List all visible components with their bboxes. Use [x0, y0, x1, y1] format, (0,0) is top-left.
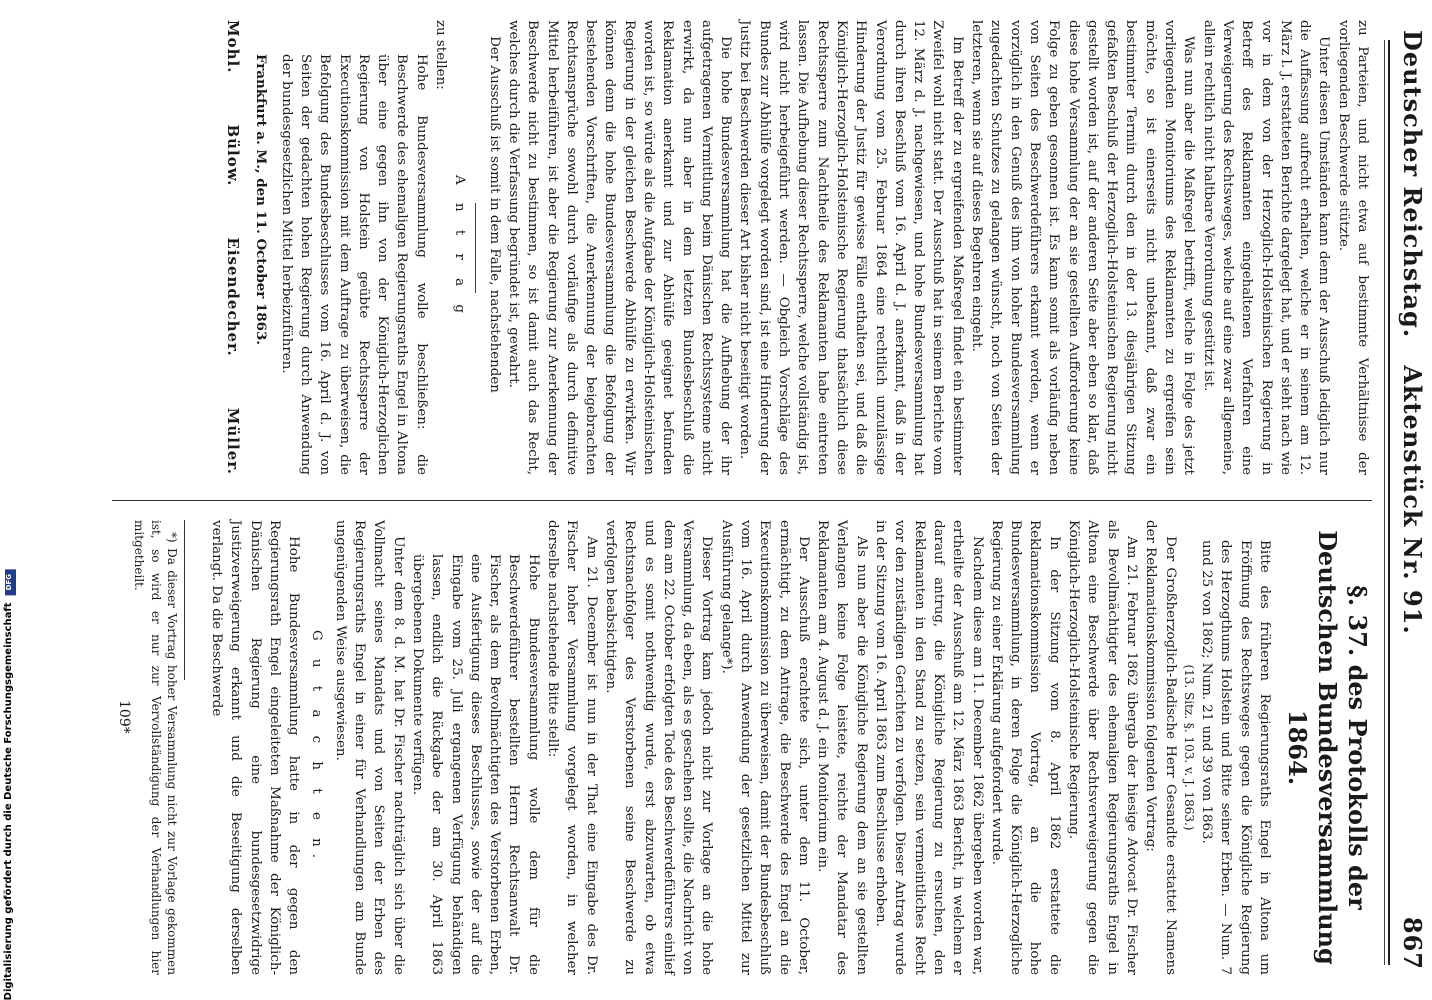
digitization-credit	[0, 0, 18, 1000]
header-rule	[1388, 40, 1390, 965]
page-number: 867	[1398, 916, 1427, 970]
section-title: §. 37. des Protokolls der Deutschen Bundesversammlung 1864.	[1283, 530, 1372, 965]
signatures	[221, 20, 243, 475]
place-date: Frankfurt a. M., den 11. October 1863.	[253, 54, 270, 345]
right-column	[131, 520, 1372, 975]
divider	[475, 203, 476, 293]
quoted-request: Hohe Bundesversammlung wolle dem für die Beschwerdeführer bestellten Herrn Rechtsanwalt Dr. Fischer, als dem Bevollmächtigten des Verstorbenen Erben, eine Ausfertigung dieses Beschlusses, sowie der auf die Eingabe vom 25. Juli ergangenen Verfügung behändigen lassen, endlich die Rückgabe der am 30. April 1863 übergebenen Dokumente verfügen.	[409, 554, 541, 975]
paragraph: Im Betreff der zu ergreifenden Maßregel findet ein bestimmter Zweifel wohl nicht statt. Der Ausschuß hat in seinem Berichte vom 12. März d. J. nachgewiesen, und hohe Bundesversammlung hat durch ihren Beschluß vom 16. April d. J. anerkannt, daß in der Verordnung vom 25. Februar 1864 eine rechtlich unzulässige Hinderung der Justiz für gewisse Fälle enthalten sei, und daß die Königlich-Herzoglich-Holsteinische Regierung thatsächlich diese Rechtssperre zum Nachtheile des Reklamanten habe eintreten lassen. Die Aufhebung dieser Rechtssperre, welche vollständig ist, wird nicht herbeigeführt werden. — Obgleich Vorschläge des Bundes zur Abhülfe vorgelegt worden sind, ist eine Hinderung der Justiz bei Beschwerden dieser Art bisher nicht beseitigt worden.	[737, 20, 965, 476]
paragraph: Als nun aber die Königliche Regierung dem an sie gestellten Verlangen keine Folge leistete, reichte der Mandatar des Reklamanten am 4. August d. J. ein Monitorium ein.	[815, 520, 869, 975]
paragraph: In der Sitzung vom 8. April 1862 erstattete die Reklamationskommission Vortrag, an die hohe Bundesversammlung, in deren Folge die Königlich-Herzogliche Regierung zu einer Erklärung aufgefordert wurde.	[988, 520, 1062, 975]
section-intro: Bitte des früheren Regierungsraths Engel in Altona um Eröffnung des Rechtsweges gegen die Königliche Regierung des Herzogthums Holstein und Bitte seiner Erben. — Num. 7 und 25 von 1862; Num. 21 und 39 von 1863.	[1199, 540, 1272, 975]
running-header-center: Aktenstück Nr. 91.	[1398, 365, 1427, 635]
footnote: *) Da dieser Vortrag hoher Versammlung nicht zur Vorlage gekommen ist, so wird er nur zur Vervollständigung der Verhandlungen hier mitgetheilt.	[132, 520, 179, 975]
header-rule-thin	[1384, 40, 1385, 965]
paragraph: Der Großherzoglich-Badische Herr Gesandte erstattet Namens der Reklamationskommission folgenden Vortrag:	[1143, 520, 1178, 975]
running-header-left: Deutscher Reichstag.	[1398, 30, 1427, 339]
paragraph: Der Ausschuß erachtete sich, unter dem 11. October, ermächtigt, zu dem Antrage, die Beschwerde des Engel an die Executionskommission zu überweisen, damit der Bundesbeschluß vom 16. April durch Anwendung der gesetzlichen Mittel zur Ausführung gelange*).	[718, 520, 811, 975]
signature: Mohl.	[224, 20, 243, 74]
section-reference: (13. Sitz. §. 103. v. J. 1863.)	[1181, 664, 1196, 831]
paragraph: Hohe Bundesversammlung hatte in der gegen den Regierungsrath Engel eingeleiteten Maßnahme der Königlich-Dänischen Regierung eine bundesgesetzwidrige Justizverweigerung erkannt und die Beseitigung derselben verlangt. Da die Beschwerde	[209, 520, 302, 975]
paragraph: Unter dem 8. d. M. hat Dr. Fischer nachträglich sich über die Vollmacht seines Mandats und von Seiten der Erben des Regierungsraths Engel in einer für Verhandlungen am Bunde ungenügenden Weise ausgewiesen.	[332, 520, 406, 975]
column-separator	[112, 500, 1372, 501]
paragraph: Nachdem diese am 11. December 1862 übergeben worden war, ertheilte der Ausschuß am 12. März 1863 Bericht, in welchem er darauf antrug, die Königliche Regierung zu ersuchen, den Reklamanten in den Stand zu setzen, sein vermeintliches Recht vor den zuständigen Gerichten zu verfolgen. Dieser Antrag wurde in der Sitzung vom 16. April 1863 zum Beschlusse erhoben.	[873, 520, 985, 975]
left-column	[221, 20, 1372, 475]
signature: Müller.	[224, 407, 243, 475]
paragraph: zu Parteien, und nicht etwa auf bestimmte Verhältnisse der vorliegenden Beschwerde stützte.	[1335, 20, 1370, 475]
paragraph: Dieser Vortrag kam jedoch nicht zur Vorlage an die hohe Versammlung, da eben, als es geschehen sollte, die Nachricht von dem am 22. October erfolgten Tode des Beschwerdeführers einlief und es somit nothwendig wurde, erst abzuwarten, ob etwa Rechtsnachfolger des Verstorbenen seine Beschwerde zu verfolgen beabsichtigten.	[602, 520, 715, 975]
gutachten-heading: G u t a c h t e n.	[309, 629, 325, 866]
signature-mark: 109*	[116, 700, 132, 734]
credit-text	[3, 565, 16, 1000]
paragraph: Die hohe Bundesversammlung hat die Aufhebung der ihr aufgetragenen Vermittlung beim Dänischen Rechtssysteme nicht erwirkt, da nun aber in dem letzten Bundesbeschluß die Reklamation anerkannt und zur Abhülfe geeignet befunden worden ist, so würde als die Aufgabe der Königlich-Holsteinischen Regierung in der gleichen Beschwerde Abhülfe zu erwirken. Wir können denn die hohe Bundesversammlung die Befolgung der bestehenden Vorschriften, die Anerkennung der beigebrachten Rechtsansprüche sowohl durch vorläufige als durch definitive Mittel herbeiführen, ist aber die Regierung zur Anerkennung der Beschwerde nicht zu bestimmen, so ist damit auch das Recht, welches durch die Verfassung begründet ist, gewahrt.	[505, 20, 734, 475]
signature: Eisendecher.	[224, 237, 243, 357]
paragraph: Am 21. December ist nun in der That eine Eingabe des Dr. Fischer hoher Versammlung vorgelegt worden, in welcher derselbe nachstehende Bitte stellt:	[545, 520, 599, 975]
paragraph: Unter diesen Umständen kann denn der Ausschuß lediglich nur die Auffassung aufrecht erhalten, welche er in seinem am 12. März l. J. erstatteten Berichte dargelegt hat, und er sieht nach wie vor in dem von der Herzoglich-Holsteinischen Regierung in Betreff des Reklamanten eingehaltenen Verfahren eine Verweigerung des Rechtsweges, welche auf eine zwar allgemeine, allein rechtlich nicht haltbare Verordnung gestützt ist.	[1200, 20, 1332, 475]
footnote-rule	[184, 520, 185, 680]
paragraph: Was nun aber die Maßregel betrifft, welche in Folge des jetzt vorliegenden Monitoriums des Reklamanten zu ergreifen sein möchte, so ist einerseits nicht unbekannt, daß zwar ein bestimmter Termin durch den in der 13. diesjährigen Sitzung gefaßten Beschluß der Herzoglich-Holsteinischen Regierung nicht gestellt worden ist, auf der anderen Seite aber eben so klar, daß diese hohe Versammlung der an sie gestellten Aufforderung keine Folge zu geben gesonnen ist. Es kann somit als vorläufig neben von Seiten des Beschwerdeführers erkannt werden, wenn er vorzüglich in den Genuß des ihm von hoher Bundesversammlung zugedachten Schutzes zu gelangen wünscht, noch von Seiten der letzteren, wenn sie auf dieses Begehren eingeht.	[969, 20, 1197, 475]
antrag-lead: zu stellen:	[433, 20, 449, 90]
signature: Bülow.	[224, 124, 243, 187]
dfg-logo-icon: DFG	[5, 569, 16, 595]
credit-label: Digitalisierung gefördert durch die Deutsche Forschungsgemeinschaft	[2, 602, 14, 1000]
antrag-body: Hohe Bundesversammlung wolle beschließen: die Beschwerde des ehemaligen Regierungsraths Engel in Altona über eine gegen ihn von der Königlich-Herzoglichen Regierung von Holstein geübte Rechtssperre der Executionskommission mit dem Auftrage zu überweisen, die Befolgung des Bundesbeschlusses vom 16. April d. J. von Seiten der gedachten hohen Regierung durch Anwendung der bundesgesetzlichen Mittel herbeizuführen.	[278, 54, 429, 475]
paragraph: Der Ausschuß ist somit in dem Falle, nachstehenden	[486, 36, 502, 393]
paragraph: Am 21. Februar 1862 übergab der hiesige Advocat Dr. Fischer als Bevollmächtigter des ehemaligen Regierungsraths Engel in Altona eine Beschwerde über Rechtsverweigerung gegen die Königlich-Herzoglich-Holsteinische Regierung.	[1066, 520, 1139, 975]
antrag-heading: A n t r a g	[452, 175, 468, 320]
